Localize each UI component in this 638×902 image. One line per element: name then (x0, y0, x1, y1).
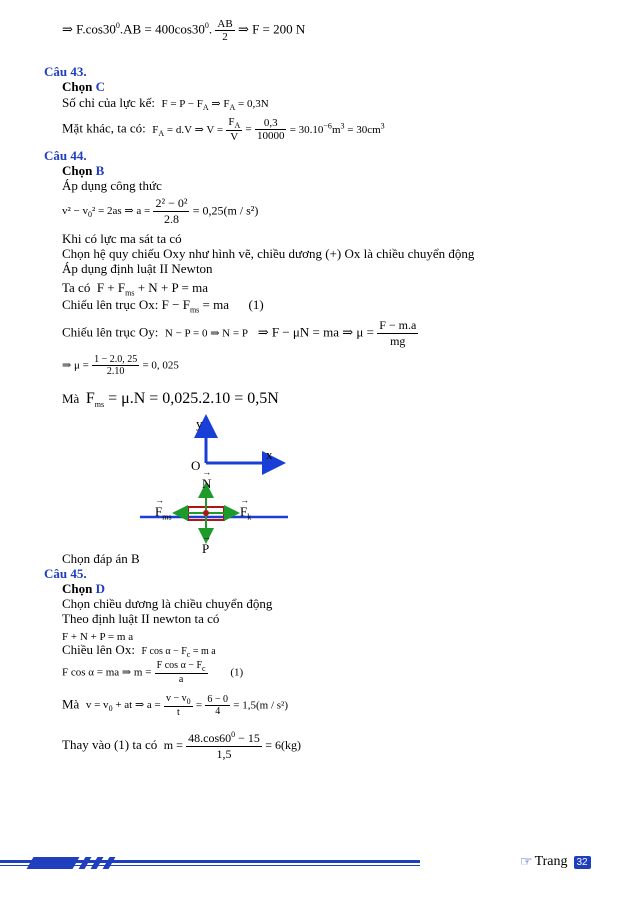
q45-line-5: F cos α = ma ⇒ m = $\frac{F \cos \alpha - F_c}{a}$ (1) (62, 660, 244, 685)
q45-line-3: F + N + P = m a (62, 631, 134, 643)
q44-line-1: Áp dụng công thức (62, 178, 162, 193)
hand-pointer-icon: ☞ (520, 854, 533, 870)
q44-line-7: Chiếu lên trục Oy: N − P = 0 ⇒ N = P ⇒ F − μN = ma ⇒ μ = $\frac{F - m.a}{mg}$ (62, 318, 417, 348)
question-45-title: Câu 45. (44, 566, 87, 581)
diagram-label-y: y (196, 416, 203, 431)
force-diagram (140, 408, 300, 558)
diagram-label-x: x (266, 447, 273, 462)
footer-label: Trang (534, 854, 568, 869)
q43-answer: Chọn C (62, 79, 105, 94)
q44-line-10: Chọn đáp án B (62, 551, 140, 566)
diagram-label-P: → P (202, 541, 209, 557)
q44-line-3: Chọn hệ quy chiếu Oxy như hình vẽ, chiều dương (+) Ox là chiều chuyển động (62, 246, 475, 261)
q44-line-6: Chiếu lên trục Ox: $F - F_{ms}$ = ma (1) (62, 297, 264, 315)
q44-equation-1: $v^2 - v_0^2 = 2as$ ⇒ a = $\frac{\text{2² − 0²}}{2.8}$ = 0,25(m / s²) (62, 196, 259, 226)
q45-line-7: Thay vào (1) ta có m = $\frac{48.\cos 60^0 - 15}{1,5}$ = 6(kg) (62, 730, 301, 761)
q43-line-2: Mặt khác, ta có: $F_A = d.V$ ⇒ V = $\frac{F_A}{V}$ = $\frac{0,3}{10000}$ = $30.10^{-6}m^3 = 30cm^3$ (62, 116, 385, 144)
q44-line-2: Khi có lực ma sát ta có (62, 231, 182, 246)
contact-point (203, 510, 209, 516)
q45-line-4: Chiều lên Ox: F $\cos \alpha - F_c = m$ a (62, 642, 216, 659)
page-number-badge: 32 (574, 856, 591, 869)
q45-answer: Chọn D (62, 581, 105, 596)
q43-line-1: Số chỉ của lực kế: $F = P - F_A$ ⇒ $F_A = 0,3N$ (62, 95, 269, 113)
diagram-label-origin: O (191, 458, 201, 473)
q45-line-1: Chọn chiều dương là chiều chuyển động (62, 596, 273, 611)
q44-line-5: Ta có $F + F_{ms} + N + P$ = ma (62, 280, 208, 298)
equation-line-top: ⇒ $F.\cos 30^0.AB = 400\cos 30^0$. $\frac{AB}{2}$ ⇒ F = 200 N (62, 18, 306, 43)
diagram-label-N: → N (202, 476, 211, 492)
q45-line-6: Mà $v = v_0$ + at ⇒ a = $\frac{v - v_0}{t}$ = $\frac{6 - 0}{4}$ = 1,5(m / s²) (62, 693, 288, 718)
diagram-label-Fms: → $F_{ms}$ (155, 504, 172, 522)
question-44-title: Câu 44. (44, 148, 87, 163)
q44-line-8: ⇒ μ = $\frac{1 - 2.0, 25}{2.10}$ = 0, 025 (62, 354, 179, 377)
q44-line-4: Áp dụng định luật II Newton (62, 261, 213, 276)
diagram-label-Fk: → $F_k$ (240, 504, 251, 522)
q44-answer: Chọn B (62, 163, 105, 178)
q44-line-9: Mà $F_{ms} = \mu.N = 0,025.2.10 = 0,5N$ (62, 390, 279, 410)
q45-line-2: Theo định luật II newton ta có (62, 611, 220, 626)
question-43-title: Câu 43. (44, 64, 87, 79)
footer-page (520, 852, 591, 872)
